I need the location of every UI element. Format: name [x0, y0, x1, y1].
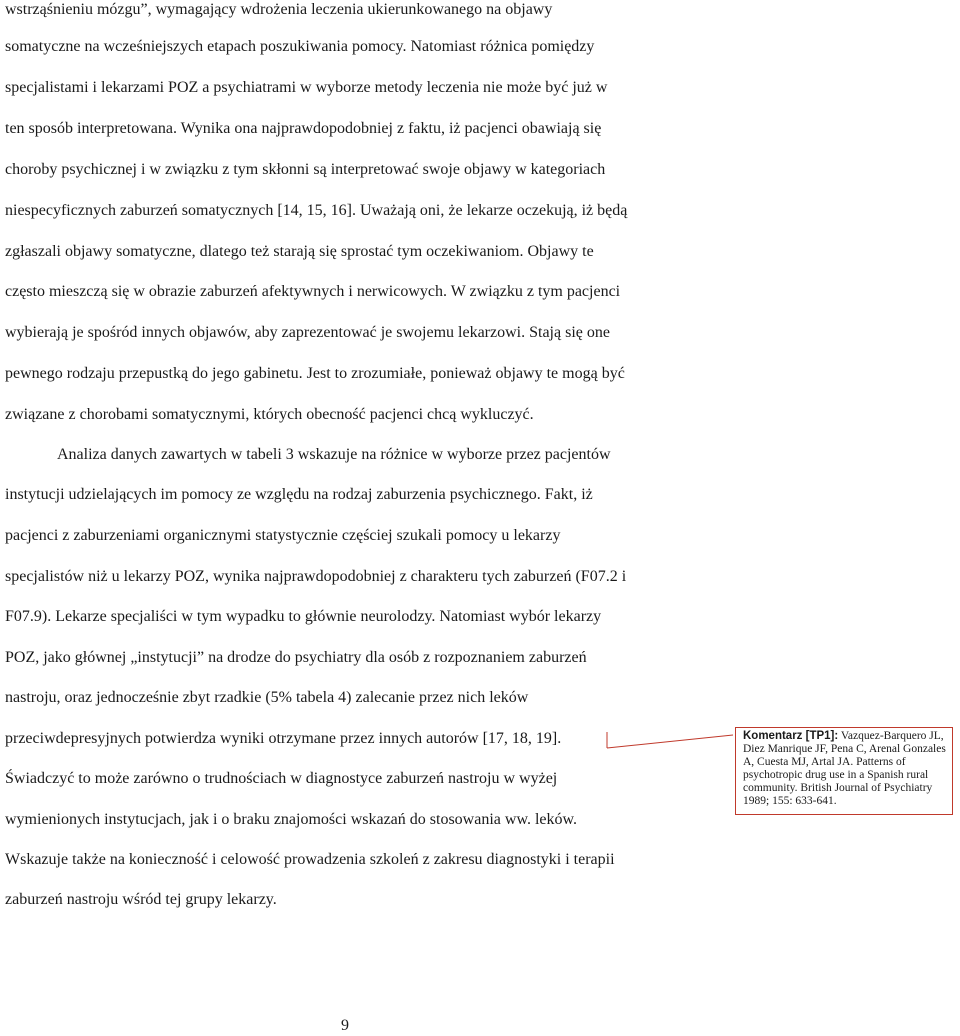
- page-number: 9: [341, 1017, 349, 1034]
- comment-text: Vazquez-Barquero JL, Diez Manrique JF, Pena C, Arenal Gonzales A, Cuesta MJ, Artal JA. Patterns of psychotropic drug use in a Spanish rural community. British Journal of Psychiatry 1989; 155: 633-641.: [743, 730, 946, 807]
- text-line: zaburzeń nastroju wśród tej grupy lekarzy.: [5, 891, 277, 908]
- text-line: POZ, jako głównej „instytucji” na drodze do psychiatry dla osób z rozpoznaniem zaburzeń: [5, 649, 587, 666]
- text-line: często mieszczą się w obrazie zaburzeń afektywnych i nerwicowych. W związku z tym pacjenci: [5, 283, 621, 300]
- text-line: ten sposób interpretowana. Wynika ona najprawdopodobniej z faktu, iż pacjenci obawiają się: [5, 120, 602, 137]
- text-line: zgłaszali objawy somatyczne, dlatego też starają się sprostać tym oczekiwaniom. Objawy te: [5, 243, 594, 260]
- text-line: pacjenci z zaburzeniami organicznymi statystycznie częściej szukali pomocy u lekarzy: [5, 527, 561, 544]
- comment-balloon[interactable]: [735, 727, 953, 815]
- text-line: pewnego rodzaju przepustką do jego gabinetu. Jest to zrozumiałe, ponieważ objawy te mogą być: [5, 365, 625, 382]
- text-line: choroby psychicznej i w związku z tym skłonni są interpretować swoje objawy w kategoriach: [5, 161, 606, 178]
- text-line: F07.9). Lekarze specjaliści w tym wypadku to głównie neurolodzy. Natomiast wybór lekarzy: [5, 608, 602, 625]
- text-line: niespecyficznych zaburzeń somatycznych [14, 15, 16]. Uważają oni, że lekarze oczekują, iż będą: [5, 202, 628, 219]
- text-line: Świadczyć to może zarówno o trudnościach w diagnostyce zaburzeń nastroju w wyżej: [5, 770, 558, 787]
- text-line: Wskazuje także na konieczność i celowość prowadzenia szkoleń z zakresu diagnostyki i terapii: [5, 851, 615, 868]
- text-line: wybierają je spośród innych objawów, aby zaprezentować je swojemu lekarzowi. Stają się one: [5, 324, 610, 341]
- text-line: przeciwdepresyjnych potwierdza wyniki otrzymane przez innych autorów [17, 18, 19].: [5, 730, 562, 747]
- text-line: nastroju, oraz jednocześnie zbyt rzadkie (5% tabela 4) zalecanie przez nich leków: [5, 689, 529, 706]
- paragraph-start-line: Analiza danych zawartych w tabeli 3 wskazuje na różnice w wyborze przez pacjentów: [57, 446, 611, 463]
- text-line: instytucji udzielających im pomocy ze względu na rodzaj zaburzenia psychicznego. Fakt, iż: [5, 486, 593, 503]
- text-line: wstrząśnieniu mózgu”, wymagający wdrożenia leczenia ukierunkowanego na objawy: [5, 1, 553, 18]
- text-line: somatyczne na wcześniejszych etapach poszukiwania pomocy. Natomiast różnica pomiędzy: [5, 38, 595, 55]
- comment-label: Komentarz [TP1]:: [743, 730, 839, 742]
- text-line: specjalistów niż u lekarzy POZ, wynika najprawdopodobniej z charakteru tych zaburzeń (F07.2 i: [5, 568, 627, 585]
- text-line: związane z chorobami somatycznymi, których obecność pacjenci chcą wykluczyć.: [5, 406, 534, 423]
- text-line: wymienionych instytucjach, jak i o braku znajomości wskazań do stosowania ww. leków.: [5, 811, 578, 828]
- text-line: specjalistami i lekarzami POZ a psychiatrami w wyborze metody leczenia nie może być już w: [5, 79, 608, 96]
